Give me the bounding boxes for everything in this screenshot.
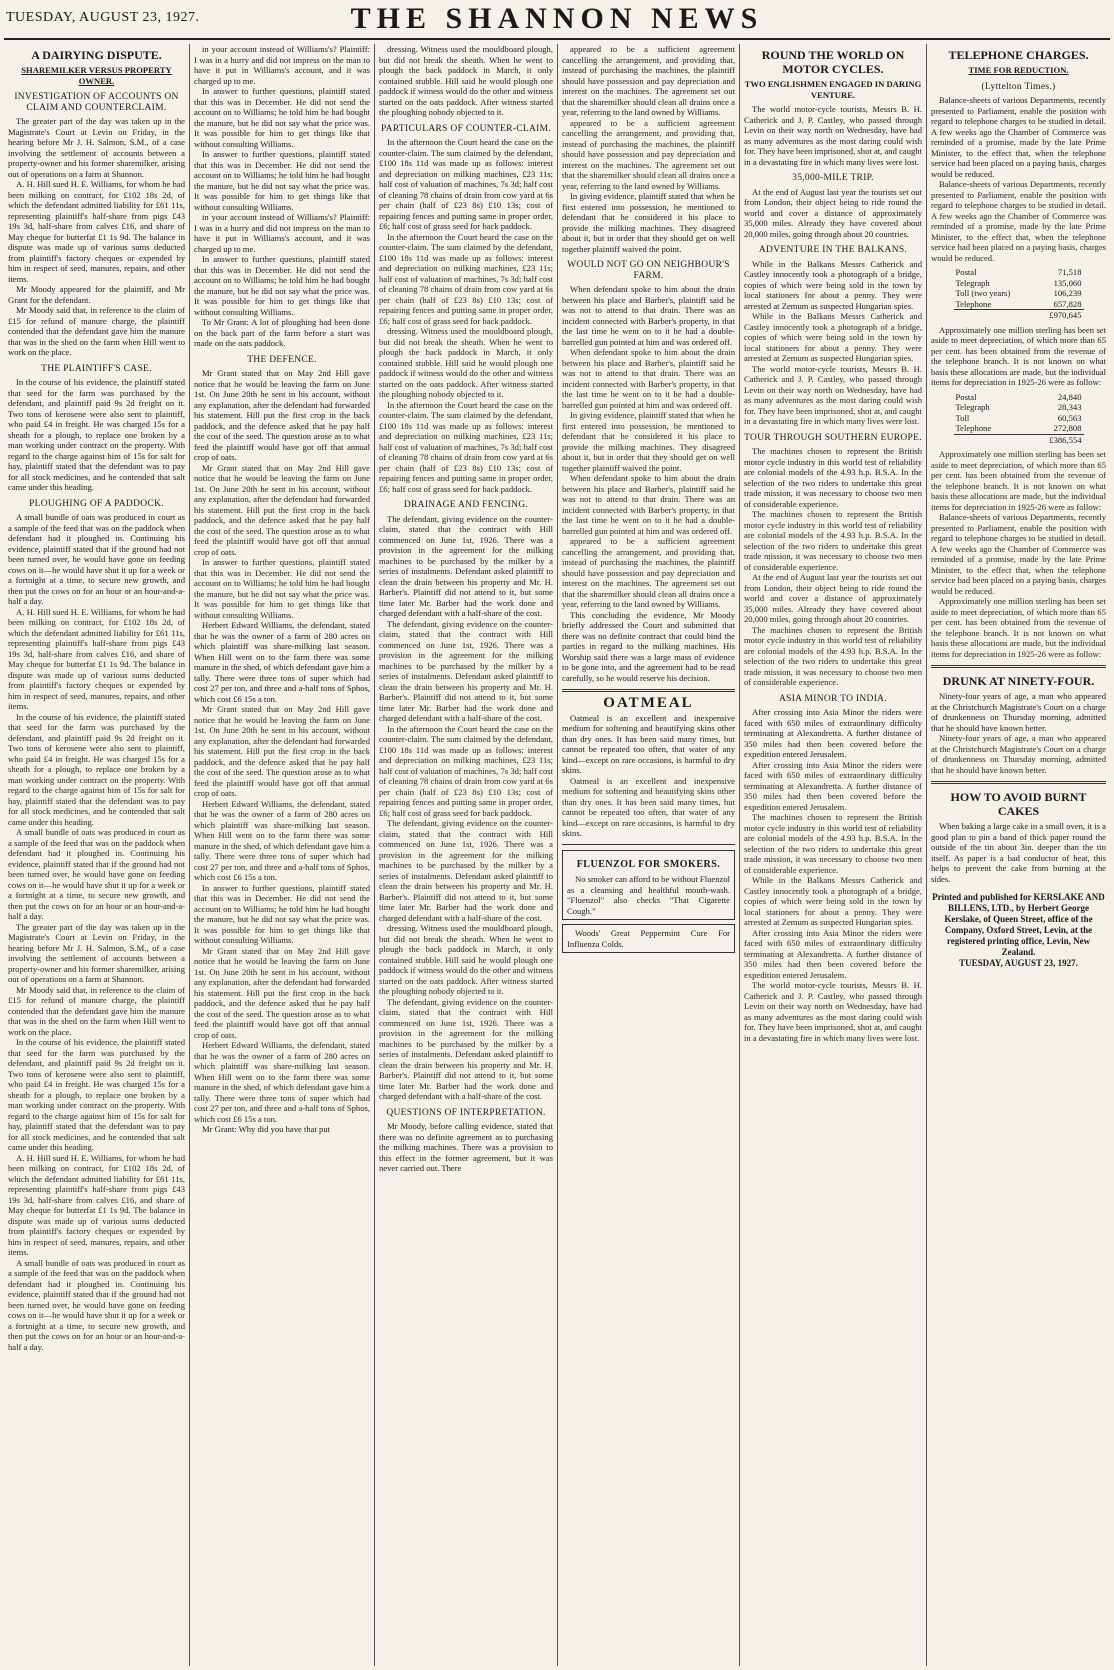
paragraph: To Mr Grant: A lot of ploughing had been done on the back part of the farm before a start was made on the oats paddock. [194,317,370,348]
paragraph: Ninety-four years of age, a man who appeared at the Christchurch Magistrate's Court on a charge of drunkenness on Thursday morning, admitted that he should have known better. [931,691,1106,733]
row-value: 106,239 [1053,288,1082,298]
row-label: Telegraph [955,402,990,412]
headline-motor-cycles: ROUND THE WORLD ON MOTOR CYCLES. [761,48,905,76]
paragraph: A. H. Hill sued H. E. Williams, for whom he had been milking on contract, for £102 18s 2d, of which the defendant admitted liability for £61 11s, representing plaintiff's half-share from pigs £43 19s 3d, half-share from calves £16, and share of May cheque for butterfat £1 1s 9d. The balance in dispute was made up of various sums deducted from plaintiff's factory cheques or expended by him in respect of seed, manures, repairs, and other items. [8,1152,185,1257]
row-value: 24,840 [1057,391,1082,402]
row-label: Toll (two years) [955,288,1011,298]
paragraph: While in the Balkans Messrs Catherick and Castley innocently took a photograph of a bridge, copies of which were being sold in the town by local stationers for about a penny. They were arrested at Zemum as suspected Hungarian spies. [744,311,922,363]
paragraph: When defendant spoke to him about the drain between his place and Barber's, plaintiff said he was not to attend to that drain. There was an incident connected with Barber's property, in that the last time he went on to it he had a double-barrelled gun pointed at him and was ordered off. [562,347,735,410]
section-heading: THE PLAINTIFF'S CASE. [41,363,152,374]
table-row [954,402,1084,413]
paragraph: The greater part of the day was taken up in the Magistrate's Court at Levin on Friday, in the hearing before Mr J. H. Salmon, S.M., of a case involving the settlement of accounts between a property-owner and his former sharemilker, arising out of operations on a farm at Shannon. [8,921,185,984]
paragraph: Mr Grant: Why did you have that put [202,1124,331,1134]
paragraph: In the course of his evidence, the plaintiff stated that seed for the farm was purchased by the defendant, and plaintiff paid 9s 2d freight on it. Two tons of kerosene were also sent to plaintiff, who paid £4 in freight. He was charged 15s for a sheath for a plough, to replace one broken by a man working under contract on the property. With regard to the charge against him of 15s for salt for hay, plaintiff stated that the defendant was to pay for all stock medicines, and he contended that salt came under this heading. [8,711,185,827]
paragraph: At the end of August last year the tourists set out from London, their object being to ride round the world and cover a distance of approximately 35,000 miles. Already they have covered about 20,000 miles, going through about 20 countries. [744,186,922,239]
section-heading: THE DEFENCE. [247,354,317,365]
paragraph: When defendant spoke to him about the drain between his place and Barber's, plaintiff said he was not to attend to that drain. There was an incident connected with Barber's property, in that the last time he went on to it he had a double-barrelled gun pointed at him and was ordered off. [562,284,735,347]
paragraph: The defendant, giving evidence on the counter-claim, stated that the contract with Hill commenced on June 1st, 1926. There was a provision in the agreement for the milking machines to be purchased by the milker by a series of instalments. Defendant asked plaintiff to clean the drain between his property and Mr. H. Barber's. Plaintiff did not attend to it, but some time later Mr. Barber had the work done and charged defendant with a half-share of the cost. [379,618,553,723]
section-heading: ADVENTURE IN THE BALKANS. [758,245,908,255]
ad-oatmeal-body: Oatmeal is an excellent and inexpensive medium for softening and beautifying skins other than dry ones. It has been said many times, but cannot be repeated too often, that water of any kind—except on rare occasions, is harmful to dry skins. [562,712,735,775]
paragraph: Balance-sheets of various Departments, recently presented to Parliament, enable the position with regard to telephone charges to be studied in detail. A few weeks ago the Chamber of Commerce was reminded of a promise, made by the late Prime Minister, to the effect that, when the telephone service had been placed on a paying basis, charges would be reduced. [931,95,1106,179]
paragraph: Mr Moody appeared for the plaintiff, and Mr Grant for the defendant. [8,284,185,305]
paragraph: In the afternoon the Court heard the case on the counter-claim. The sum claimed by the defendant, £100 18s 11d was made up as follows: interest and depreciation on milking machines, £23 11s; half cost of valuation of machines, 7s 3d; half cost of cleaning 78 chains of drain from cow yard at 6s per chain (half of £23 8s) £10 13s; cost of repairing fences and putting same in proper order, £6; half cost of grass seed for back paddock. [379,399,553,494]
paragraph: in your account instead of Williams's? Plaintiff: I was in a hurry and did not impress on the man to have it put in Williams's account, and it was charged up to me. [194,212,370,254]
total-spacer [954,310,1034,321]
paragraph: When defendant spoke to him about the drain between his place and Barber's, plaintiff said he was not to attend to that drain. There was an incident connected with Barber's property, in that the last time he went on to it he had a double-barrelled gun pointed at him and was ordered off. [562,473,735,536]
paragraph: The machines chosen to represent the British motor cycle industry in this world test of reliability are colonial models of the 4.93 h.p. B.S.A. In the selection of the two riders to undertake this great trade mission, it was necessary to choose two men of considerable experience. [744,812,922,875]
row-label: Postal [955,267,977,277]
paragraph: The defendant, giving evidence on the counter-claim, stated that the contract with Hill commenced on June 1st, 1926. There was a provision in the agreement for the milking machines to be purchased by the milker by a series of instalments. Defendant asked plaintiff to clean the drain between his property and Mr. H. Barber's. Plaintiff did not attend to it, but some time later Mr. Barber had the work done and charged defendant with a half-share of the cost. [379,513,553,618]
paragraph: A small bundle of oats was produced in court as a sample of the feed that was on the paddock when defendant had it ploughed in. Continuing his evidence, plaintiff stated that if the ground had not been turned over, he would have gone on feeding cows on it—he would have shut it up for a week or a fortnight at a time, to secure new growth, and then put the cows on for an hour or an hour-and-a-half a day. [8,827,185,921]
table-total-row [954,434,1084,445]
row-value: 71,518 [1057,267,1082,277]
paragraph: Balance-sheets of various Departments, recently presented to Parliament, enable the position with regard to telephone charges to be studied in detail. A few weeks ago the Chamber of Commerce was reminded of a promise, made by the late Prime Minister, to the effect that, when the telephone service had been placed on a paying basis, charges would be reduced. [931,512,1106,596]
column-5 [740,44,927,1666]
imprint-text: Printed and published for KERSLAKE AND BILLENS, LTD., by Herbert George Kerslake, of Queen Street, office of the Company, Oxford Street, Levin, at the registered printing office, Levin, New Zealand. [932,892,1105,957]
paragraph: The machines chosen to represent the British motor cycle industry in this world test of reliability are colonial models of the 4.93 h.p. B.S.A. In the selection of the two riders to undertake this great trade mission, it was necessary to choose two men of considerable experience. [744,624,922,687]
paragraph: In the course of his evidence, the plaintiff stated that seed for the farm was purchased by the defendant, and plaintiff paid 9s 2d freight on it. Two tons of kerosene were also sent to plaintiff, who paid £4 in freight. He was charged 15s for a sheath for a plough, to replace one broken by a man working under contract on the property. With regard to the charge against him of 15s for salt for hay, plaintiff stated that the defendant was to pay for all stock medicines, and he contended that salt came under this heading. [8,1037,185,1152]
paragraph: In answer to further questions, plaintiff stated that this was in December. He did not send the account on to Williams; he told him he had bought the manure, but he did not say what the price was. It was possible for him to get things like that without consulting Williams. [194,149,370,212]
column-3 [375,44,558,1666]
table-total: £970,645 [1034,310,1084,321]
row-value: 28,343 [1057,402,1082,412]
imprint [931,892,1106,969]
paragraph: Balance-sheets of various Departments, recently presented to Parliament, enable the position with regard to telephone charges to be studied in detail. A few weeks ago the Chamber of Commerce was reminded of a promise, made by the late Prime Minister, to the effect that, when the telephone service had been placed on a paying basis, charges would be reduced. [931,179,1106,263]
paragraph: A. H. Hill sued H. E. Williams, for whom he had been milking on contract, for £102 18s 2d, of which the defendant admitted liability for £61 11s, representing plaintiff's half-share from pigs £43 19s 3d, half-share from calves £16, and share of May cheque for butterfat £1 1s 9d. The balance in dispute was made up of various sums deducted from plaintiff's factory cheques or expended by him in respect of seed, manures, repairs, and other items. [8,179,185,284]
paragraph: Mr Moody, before calling evidence, stated that there was no definite agreement as to purchasing the milking machines. There was a provision to this effect in the former agreement, but it was never carried out. There [379,1121,553,1173]
table-row [954,423,1084,434]
paragraph: The machines chosen to represent the British motor cycle industry in this world test of reliability are colonial models of the 4.93 h.p. B.S.A. In the selection of the two riders to undertake this great trade mission, it was necessary to choose two men of considerable experience. [744,509,922,572]
masthead [0,0,1114,40]
row-label: Telephone [955,423,992,433]
paragraph: Approximately one million sterling has been set aside to meet depreciation, of which more than 65 per cent. has been obtained from the revenue of the telephone branch. It is not known on what basis these allocations are made, but the individual items for depreciation in 1925-26 were as follow: [931,596,1106,659]
subhead: TIME FOR REDUCTION. [968,65,1069,75]
paragraph: After crossing into Asia Minor the riders were faced with 650 miles of extraordinary difficulty terminating at Alexandretta. A further distance of 350 miles had then been covered before the expedition entered Jerusalem. [744,927,922,980]
paragraph: After crossing into Asia Minor the riders were faced with 650 miles of extraordinary difficulty terminating at Alexandretta. A further distance of 350 miles had then been covered before the expedition entered Jerusalem. [744,707,922,759]
issue-date: TUESDAY, AUGUST 23, 1927. [6,10,200,25]
paragraph: The machines chosen to represent the British motor cycle industry in this world test of reliability are colonial models of the 4.93 h.p. B.S.A. In the selection of the two riders to undertake this great trade mission, it was necessary to choose two men of considerable experience. [744,446,922,509]
paragraph: While in the Balkans Messrs Catherick and Castley innocently took a photograph of a bridge, copies of which were being sold in the town by local stationers for about a penny. They were arrested at Zemum as suspected Hungarian spies. [744,258,922,311]
paragraph: In the afternoon the Court heard the case on the counter-claim. The sum claimed by the defendant, £100 18s 11d was made up as follows: interest and depreciation on milking machines, £23 11s; half cost of valuation of machines, 7s 3d; half cost of cleaning 78 chains of drain from cow yard at 6s per chain (half of £23 8s) £10 13s; cost of repairing fences and putting same in proper order, £6; half cost of grass seed for back paddock. [379,231,553,326]
section-heading: 35,000-MILE TRIP. [792,173,874,183]
section-heading: QUESTIONS OF INTERPRETATION. [386,1107,546,1118]
ad-oatmeal-title: OATMEAL [603,695,694,711]
paragraph: In answer to further questions, plaintiff stated that this was in December. He did not send the account on to Williams; he told him he had bought the manure, but he did not say what the price was. It was possible for him to get things like that without consulting Williams. [194,557,370,620]
section-heading: PLOUGHING OF A PADDOCK. [29,498,164,509]
divider [562,689,735,692]
table-row [954,288,1084,299]
column-4 [558,44,740,1666]
section-heading: DRAINAGE AND FENCING. [403,500,529,510]
newspaper-title: THE SHANNON NEWS [350,2,764,35]
revenue-table [954,267,1084,321]
paragraph: Mr Grant stated that on May 2nd Hill gave notice that he would be leaving the farm on June 1st. On June 20th he sent in his account, without any explanation, after the defendant had forwarded his statement. Hill put the first crop in the back paddock, and the defence asked that he pay half the cost of the seed. The question arose as to what feed the plaintiff would have got off that annual crop of oats. [194,704,370,798]
headline-burnt-cakes: HOW TO AVOID BURNT CAKES [950,790,1087,818]
paragraph: While in the Balkans Messrs Catherick and Castley innocently took a photograph of a bridge, copies of which were being sold in the town by local stationers for about a penny. They were arrested at Zemum as suspected Hungarian spies. [744,875,922,927]
table-row [954,278,1084,289]
row-label: Telegraph [955,277,990,288]
table-total: £386,554 [1021,434,1083,445]
masthead-rule [4,38,1110,40]
paragraph: The world motor-cycle tourists, Messrs B. H. Catherick and J. P. Castley, who passed through Levin on their way north on Wednesday, have had as many adventures as the most daring could wish for. They have been imprisoned, shot at, and caught in a devastating fire in which many lives were lost. [744,980,922,1043]
paragraph: In answer to further questions, plaintiff stated that this was in December. He did not send the account on to Williams; he told him he had bought the manure, but he did not say what the price was. It was possible for him to get things like that without consulting Williams. [194,254,370,317]
paragraph: A small bundle of oats was produced in court as a sample of the feed that was on the paddock when defendant had it ploughed in. Continuing his evidence, plaintiff stated that if the ground had not been turned over, he would have gone on feeding cows on it—he would have shut it up for a week or a fortnight at a time, to secure new growth, and then put the cows on for an hour or an hour-and-a-half a day. [8,512,185,606]
paragraph: In the afternoon the Court heard the case on the counter-claim. The sum claimed by the defendant, £100 18s 11d was made up as follows: interest and depreciation on milking machines, £23 11s; half cost of valuation of machines, 7s 3d; half cost of cleaning 78 chains of drain from cow yard at 6s per chain (half of £23 8s) £10 13s; cost of repairing fences and putting same in proper order, £6; half cost of grass seed for back paddock. [379,137,553,231]
table-row [954,413,1084,424]
ad-oatmeal-body: Oatmeal is an excellent and inexpensive medium for softening and beautifying skins other than dry ones. It has been said many times, but cannot be repeated too often, that water of any kind—except on rare occasions, is harmful to dry skins. [562,775,735,838]
paragraph: In the afternoon the Court heard the case on the counter-claim. The sum claimed by the defendant, £100 18s 11d was made up as follows: interest and depreciation on milking machines, £23 11s; half cost of valuation of machines, 7s 3d; half cost of cleaning 78 chains of drain from cow yard at 6s per chain (half of £23 8s) £10 13s; cost of repairing fences and putting same in proper order, £6; half cost of grass seed for back paddock. [379,723,553,818]
row-label: Postal [955,391,977,402]
headline-drunk: DRUNK AT NINETY-FOUR. [942,674,1095,688]
subhead: TWO ENGLISHMEN ENGAGED IN DARING VENTURE. [744,79,922,100]
paragraph: This concluding the evidence, Mr Moody briefly addressed the Court and submitted that there was no definite contract that could bind the parties in regard to the milking machines. His Worship said there was a large mass of evidence to be gone into, and the agreement had to be read carefully, so he would reserve his decision. [562,609,735,683]
paragraph: Mr Grant stated that on May 2nd Hill gave notice that he would be leaving the farm on June 1st. On June 20th he sent in his account, without any explanation, after the defendant had forwarded his statement. Hill put the first crop in the back paddock, and the defence asked that he pay half the cost of the seed. The question arose as to what feed the plaintiff would have got off that annual crop of oats. [194,945,370,1040]
imprint-date: TUESDAY, AUGUST 23, 1927. [959,958,1078,968]
paragraph: When baking a large cake in a small oven, it is a good plan to pin a band of thick paper round the outside of the tin about 3in. deeper than the tin itself. As paper is a bad conductor of heat, this helps to prevent the cake from burning at the sides. [931,821,1106,884]
columns [4,44,1110,1666]
section-heading: TOUR THROUGH SOUTHERN EUROPE. [744,432,922,443]
subhead-2: INVESTIGATION OF ACCOUNTS ON CLAIM AND COUNTERCLAIM. [14,92,179,113]
depreciation-table [954,392,1084,446]
section-heading: PARTICULARS OF COUNTER-CLAIM. [380,123,552,134]
paragraph: in your account instead of Williams's? Plaintiff: I was in a hurry and did not impress on the man to have it put in Williams's account, and it was charged up to me. [194,44,370,86]
row-value: 272,808 [1053,423,1082,433]
section-heading: WOULD NOT GO ON NEIGHBOUR'S FARM. [567,260,730,281]
table-row [954,267,1084,278]
headline-dairying-dispute: A DAIRYING DISPUTE. [31,48,162,62]
paragraph: Mr Grant stated that on May 2nd Hill gave notice that he would be leaving the farm on June 1st. On June 20th he sent in his account, without any explanation, after the defendant had forwarded his statement. Hill put the first crop in the back paddock, and the defence asked that he pay half the cost of the seed. The question arose as to what feed the plaintiff would have got off that annual crop of oats. [194,462,370,557]
paragraph: Approximately one million sterling has been set aside to meet depreciation, of which more than 65 per cent. has been obtained from the revenue of the telephone branch. It is not known on what basis these allocations are made, but the individual items for depreciation in 1925-26 were as follow: [931,449,1106,512]
paragraph: Mr Moody said that, in reference to the claim of £15 for refund of manure charge, the plaintiff contended that the defendant gave him the manure that was in the shed on the farm when Hill went to work on the place. [8,305,185,357]
table-total-row [954,310,1084,321]
ad-woods [562,924,735,953]
row-label: Toll [955,412,970,423]
row-value: 60,563 [1057,412,1082,423]
headline-telephone-charges: TELEPHONE CHARGES. [948,48,1089,62]
divider [562,844,735,845]
column-2 [190,44,375,1666]
paragraph: Ninety-four years of age, a man who appeared at the Christchurch Magistrate's Court on a charge of drunkenness on Thursday morning, admitted that he should have known better. [931,733,1106,775]
ad-fluenzol-title: FLUENZOL FOR SMOKERS. [576,858,721,870]
source-credit: (Lyttelton Times.) [981,81,1056,92]
paragraph: The defendant, giving evidence on the counter-claim, stated that the contract with Hill commenced on June 1st, 1926. There was a provision in the agreement for the milking machines to be purchased by the milker by a series of instalments. Defendant asked plaintiff to clean the drain between his property and Mr. H. Barber's. Plaintiff did not attend to it, but some time later Mr. Barber had the work done and charged defendant with a half-share of the cost. [379,996,553,1101]
paragraph: In answer to further questions, plaintiff stated that this was in December. He did not send the account on to Williams; he told him he had bought the manure, but he did not say what the price was. It was possible for him to get things like that without consulting Williams. [194,86,370,149]
paragraph: The world motor-cycle tourists, Messrs B. H. Catherick and J. P. Castley, who passed through Levin on their way north on Wednesday, have had as many adventures as the most daring could wish for. They have been imprisoned, shot at, and caught in a devastating fire in which many lives were lost. [744,363,922,426]
paragraph: Approximately one million sterling has been set aside to meet depreciation, of which more than 65 per cent. has been obtained from the revenue of the telephone branch. It is not known on what basis these allocations are made, but the individual items for depreciation in 1925-26 were as follow: [931,324,1106,387]
ad-fluenzol [562,850,735,921]
paragraph: The defendant, giving evidence on the counter-claim, stated that the contract with Hill commenced on June 1st, 1926. There was a provision in the agreement for the milking machines to be purchased by the milker by a series of instalments. Defendant asked plaintiff to clean the drain between his property and Mr. H. Barber's. Plaintiff did not attend to it, but some time later Mr. Barber had the work done and charged defendant with a half-share of the cost. [379,818,553,923]
paragraph: Herbert Edward Williams, the defendant, stated that he was the owner of a farm of 280 acres on which plaintiff was share-milking last season. When Hill went on to the farm there was some manure in the shed, of which defendant gave him a tally. There were three tons of super which had cost 27 per ton, and three and a-half tons of Sphos, which cost £6 15s a ton. [194,620,370,704]
column-6 [927,44,1110,1666]
paragraph: A small bundle of oats was produced in court as a sample of the feed that was on the paddock when defendant had it ploughed in. Continuing his evidence, plaintiff stated that if the ground had not been turned over, he would have gone on feeding cows on it—he would have shut it up for a week or a fortnight at a time, to secure new growth, and then put the cows on for an hour or an hour-and-a-half a day. [8,1257,185,1352]
row-label: Telephone [955,298,992,309]
paragraph: dressing. Witness used the mouldboard plough, but did not break the sheath. When he went to plough the back paddock in March, it only contained stubble. Hill said he would plough one paddock if witness would do the other and witness started on the oats paddock. After witness started the ploughing nobody objected to it. [379,44,553,117]
subhead: SHAREMILKER VERSUS PROPERTY OWNER. [21,65,172,86]
paragraph: A. H. Hill sued H. E. Williams, for whom he had been milking on contract, for £102 18s 2d, of which the defendant admitted liability for £61 11s, representing plaintiff's half-share from pigs £43 19s 3d, half-share from calves £16, and share of May cheque for butterfat £1 1s 9d. The balance in dispute was made up of various sums deducted from plaintiff's factory cheques or expended by him in respect of seed, manures, repairs, and other items. [8,606,185,711]
divider [931,781,1106,784]
paragraph: The world motor-cycle tourists, Messrs B. H. Catherick and J. P. Castley, who passed through Levin on their way north on Wednesday, have had as many adventures as the most daring could wish for. They have been imprisoned, shot at, and caught in a devastating fire in which many lives were lost. [744,104,922,167]
paragraph: dressing. Witness used the mouldboard plough, but did not break the sheath. When he went to plough the back paddock in March, it only contained stubble. Hill said he would plough one paddock if witness would do the other and witness started on the oats paddock. After witness started the ploughing nobody objected to it. [379,326,553,399]
paragraph: Mr Grant stated that on May 2nd Hill gave notice that he would be leaving the farm on June 1st. On June 20th he sent in his account, without any explanation, after the defendant had forwarded his statement. Hill put the first crop in the back paddock, and the defence asked that he pay half the cost of the seed. The question arose as to what feed the plaintiff would have got off that annual crop of oats. [194,368,370,462]
paragraph: appeared to be a sufficient agreement cancelling the arrangement, and providing that, instead of purchasing the machines, the plaintiff should have possession and pay depreciation and interest on the machines. The agreement set out that the sharemilker should clean all drains once a year, referring to the land owned by Williams. [562,44,735,117]
table-row [954,392,1084,403]
row-value: 135,060 [1053,277,1082,288]
column-1 [4,44,190,1666]
paragraph: In the course of his evidence, the plaintiff stated that seed for the farm was purchased by the defendant, and plaintiff paid 9s 2d freight on it. Two tons of kerosene were also sent to plaintiff, who paid £4 in freight. He was charged 15s for a sheath for a plough, to replace one broken by a man working under contract on the property. With regard to the charge against him of 15s for salt for hay, plaintiff stated that the defendant was to pay for all stock medicines, and he contended that salt came under this heading. [8,377,185,492]
ad-fluenzol-body: No smoker can afford to be without Fluenzol as a cleansing and healthful mouth-wash. "Fluenzol" also checks "That Cigarette Cough." [567,874,730,916]
paragraph: appeared to be a sufficient agreement cancelling the arrangement, and providing that, instead of purchasing the machines, the plaintiff should have possession and pay depreciation and interest on the machines. The agreement set out that the sharemilker should clean all drains once a year, referring to the land owned by Williams. [562,536,735,609]
divider [931,665,1106,668]
paragraph: After crossing into Asia Minor the riders were faced with 650 miles of extraordinary difficulty terminating at Alexandretta. A further distance of 350 miles had then been covered before the expedition entered Jerusalem. [744,759,922,812]
total-spacer [954,434,1022,445]
paragraph: appeared to be a sufficient agreement cancelling the arrangement, and providing that, instead of purchasing the machines, the plaintiff should have possession and pay depreciation and interest on the machines. The agreement set out that the sharemilker should clean all drains once a year, referring to the land owned by Williams. [562,117,735,191]
paragraph: The greater part of the day was taken up in the Magistrate's Court at Levin on Friday, in the hearing before Mr J. H. Salmon, S.M., of a case involving the settlement of accounts between a property-owner and his former sharemilker, arising out of operations on a farm at Shannon. [8,116,185,179]
paragraph: dressing. Witness used the mouldboard plough, but did not break the sheath. When he went to plough the back paddock in March, it only contained stubble. Hill said he would plough one paddock if witness would do the other and witness started on the oats paddock. After witness started the ploughing nobody objected to it. [379,923,553,996]
paragraph: Herbert Edward Williams, the defendant, stated that he was the owner of a farm of 280 acres on which plaintiff was share-milking last season. When Hill went on to the farm there was some manure in the shed, of which defendant gave him a tally. There were three tons of super which had cost 27 per ton, and three and a-half tons of Sphos, which cost £6 15s a ton. [194,1040,370,1124]
row-value: 657,828 [1053,298,1082,309]
table-row [954,299,1084,310]
paragraph: In giving evidence, plaintiff stated that when he first entered into possession, he mentioned to defendant that he considered it his place to provide the milking machines. They disagreed about it, but in order that they should get on well together plaintiff waived the point. [562,410,735,473]
paragraph: Herbert Edward Williams, the defendant, stated that he was the owner of a farm of 280 acres on which plaintiff was share-milking last season. When Hill went on to the farm there was some manure in the shed, of which defendant gave him a tally. There were three tons of super which had cost 27 per ton, and three and a-half tons of Sphos, which cost £6 15s a ton. [194,798,370,882]
paragraph: In answer to further questions, plaintiff stated that this was in December. He did not send the account on to Williams; he told him he had bought the manure, but he did not say what the price was. It was possible for him to get things like that without consulting Williams. [194,882,370,945]
paragraph: In giving evidence, plaintiff stated that when he first entered into possession, he mentioned to defendant that he considered it his place to provide the milking machines. They disagreed about it, but in order that they should get on well together plaintiff waived the point. [562,191,735,254]
paragraph: At the end of August last year the tourists set out from London, their object being to ride round the world and cover a distance of approximately 35,000 miles. Already they have covered about 20,000 miles, going through about 20 countries. [744,572,922,624]
ad-woods-text: Woods' Great Peppermint Cure For Influenza Colds. [567,928,730,949]
paragraph: Mr Moody said that, in reference to the claim of £15 for refund of manure charge, the plaintiff contended that the defendant gave him the manure that was in the shed on the farm when Hill went to work on the place. [8,984,185,1037]
section-heading: ASIA MINOR TO INDIA. [778,693,888,704]
